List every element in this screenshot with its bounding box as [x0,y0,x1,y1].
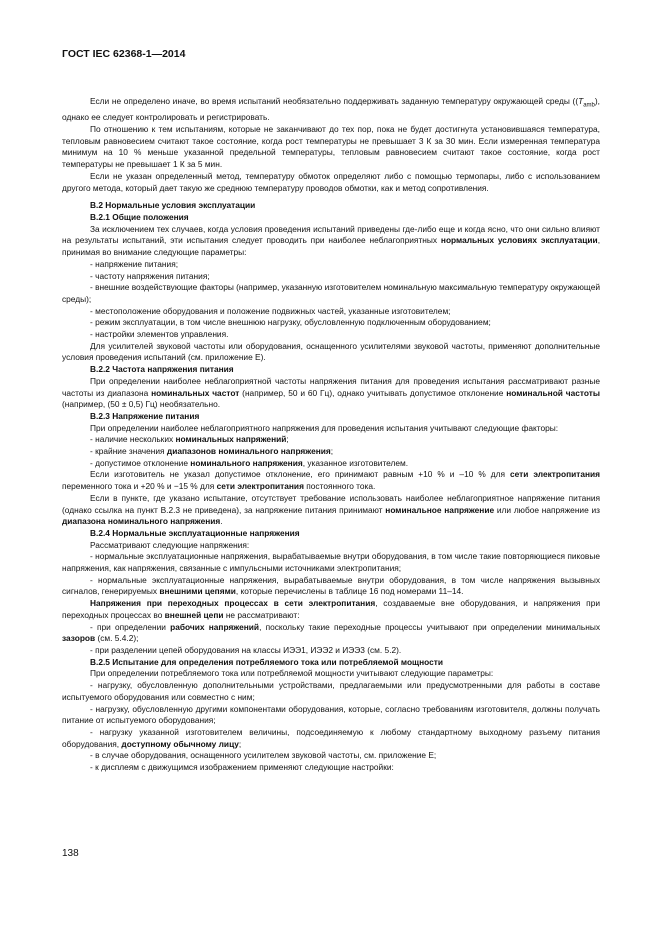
term: номинальной частоты [506,387,600,398]
list-item: - нормальные эксплуатационные напряжения, вырабатываемые внутри оборудования, в том числе такие повторяющиеся пиковые напряжения, как напряжения, связанные с импульсными источниками электропитания; [62,551,601,574]
list-item [62,446,600,458]
heading-b22: В.2.2 Частота напряжения питания [90,364,234,375]
heading-b25: В.2.5 Испытание для определения потребляемого тока или потребляемой мощности [90,656,443,667]
text: - нагрузку указанной изготовителем величины, подсоединяемую к любому стандартному выходному разъему питания оборудования, [62,726,600,749]
text: , принимая во внимание следующие параметры: [62,235,601,258]
list-item: - нагрузку, обусловленную дополнительными устройствами, предлагаемыми или предусмотренными для работы в составе испытуемого оборудования или совместно с ним; [62,680,600,702]
term: диапазона номинального напряжения [62,516,221,527]
term: сети электропитания [216,481,304,492]
term: сети электропитания [510,469,600,480]
page-content [62,96,600,774]
paragraph-b21 [62,224,600,259]
paragraph-thermal-equilibrium: По отношению к тем испытаниям, которые не заканчивают до тех пор, пока не будет достигнута установившаяся температура, тепловым равновесием считают такое состояние, когда рост температуры не превышает 3 К за 30 мин. Если измеренная температура минимум на 10 % меньше указанной предельной температуры, тепловым равновесием считают такое состояние, когда рост температуры не превышает 1 К за 5 мин. [62,124,600,170]
term: нормальных условиях эксплуатации [440,235,598,246]
heading-b23: В.2.3 Напряжение питания [90,410,200,421]
text: ; [286,434,289,445]
paragraph-b23-rated [62,493,600,528]
text: Если в пункте, где указано испытание, отсутствует требование использовать наиболее неблагоприятное напряжение питания (однако ссылка на пункт В.2.3 не приведена), за напряжение питания принимают [62,492,600,515]
document-header: ГОСТ IEC 62368-1—2014 [62,48,186,60]
text: Если не определено иначе, во время испытаний необязательно поддерживать заданную температуру окружающей среды ( [90,96,576,106]
heading-b21: В.2.1 Общие положения [90,211,189,222]
list-item: - нагрузку, обусловленную другими компонентами оборудования, которые, согласно требованиям изготовителя, должны получать питание от испытуемого оборудования; [62,703,600,726]
term: зазоров [62,633,96,644]
list-item: - частоту напряжения питания; [90,270,210,281]
term: рабочих напряжений [170,621,260,632]
text: (см. 5.4.2); [95,633,139,644]
list-item: - внешние воздействующие факторы (например, указанную изготовителем номинальную максимальную температуру окружающей среды); [62,282,600,304]
list-item [62,458,600,470]
text: , создаваемые вне оборудования, и напряжения при переходных процессах во [62,598,600,620]
heading-b24: В.2.4 Нормальные эксплуатационные напряжения [90,527,300,538]
list-item: - напряжение питания; [90,258,179,269]
symbol-t: T [578,96,584,106]
text: - наличие нескольких [90,434,176,445]
list-item [62,622,600,645]
paragraph-b24-intro: Рассматривают следующие напряжения: [90,539,250,550]
text: ; [238,738,242,749]
text: (например, (50 ± 0,5) Гц) необязательно. [62,399,221,410]
text: постоянного тока. [303,481,376,492]
paragraph-ambient: Если не определено иначе, во время испытаний необязательно поддерживать заданную температуру окружающей среды ($(T_{amb})$, однако ее следует контролировать и регистрировать. [62,96,600,123]
paragraph-audio: Для усилителей звуковой частоты или оборудования, оснащенного усилителями звуковой частоты, применяют дополнительные условия проведения испытаний (см. приложение Е). [62,340,600,363]
list-item: - к дисплеям с движущимся изображением применяют следующие настройки: [90,762,394,773]
list-item: - режим эксплуатации, в том числе внешнюю нагрузку, обусловленную подключенным оборудованием; [90,317,491,328]
text: - при определении [90,621,171,632]
term: Напряжения при переходных процессах в сети электропитания [90,598,376,609]
term: диапазонов номинального напряжения [166,446,331,457]
paragraph-b23-tolerance [62,469,600,492]
text: . [220,516,223,527]
paragraph-b22 [62,376,600,411]
term: доступному обычному лицу [121,738,239,749]
text: , поскольку такие переходные процессы учитывают при определении минимальных [259,621,601,632]
term: номинальных частот [151,387,240,398]
term: номинального напряжения [190,457,303,468]
list-item: - при разделении цепей оборудования на классы ИЭЭ1, ИЭЭ2 и ИЭЭ3 (см. 5.2). [90,645,402,655]
text: , указанное изготовителем. [302,457,409,468]
text: не рассматривают: [223,609,300,620]
list-item [62,434,600,446]
list-item [62,727,600,750]
text: ; [330,446,334,457]
text: - допустимое отклонение [90,457,191,468]
list-item [62,575,600,598]
paragraph-b24-transients [62,598,600,621]
paragraph-b23-intro: При определении наиболее неблагоприятного напряжения для проведения испытания учитывают следующие факторы: [90,422,559,433]
text: (например, 50 и 60 Гц), однако учитывать допустимое отклонение [239,387,507,398]
term: номинальных напряжений [175,434,287,445]
text: - крайние значения [90,446,167,457]
text: За исключением тех случаев, когда условия проведения испытаний приведены где-либо еще и когда ясно, что они сильно влияют на результаты испытаний, эти испытания следует проводить при наиболее неблагоприятных [62,223,600,246]
text: переменного тока и +20 % и −15 % для [62,481,217,492]
list-item: - в случае оборудования, оснащенного усилителем звуковой частоты, см. приложение Е; [90,750,437,761]
text: , которые перечислены в таблице 16 под номерами 11–14. [235,586,464,597]
term: номинальное напряжение [385,504,495,515]
text: ), однако ее следует контролировать и регистрировать. [62,96,600,123]
text: При определении наиболее неблагоприятной частоты напряжения питания для проведения испытания рассматривают разные частоты из диапазона [62,375,600,398]
text: или любое напряжение из [494,504,600,515]
page-number: 138 [62,848,79,859]
paragraph-b25-intro: При определении потребляемого тока или потребляемой мощности учитывают следующие параметры: [90,668,494,679]
text: - нормальные эксплуатационные напряжения, вырабатываемые внутри оборудования, в том числе напряжения вызывных сигналов, генерируемых [62,574,600,597]
term: внешними цепями [159,586,236,597]
paragraph-winding-method: Если не указан определенный метод, температуру обмоток определяют либо с помощью термопары, либо с использованием другого метода, который дает такую же среднюю температуру проводов обмотки, как и метод сопротивления. [62,170,600,193]
term: внешней цепи [164,609,224,620]
heading-b2: В.2 Нормальные условия эксплуатации [90,200,256,211]
list-item: - настройки элементов управления. [90,329,229,340]
list-item: - местоположение оборудования и положение подвижных частей, указанные изготовителем; [90,305,451,316]
text: Если изготовитель не указал допустимое отклонение, его принимают равным +10 % и –10 % для [90,469,510,480]
symbol-sub: amb [583,102,595,109]
